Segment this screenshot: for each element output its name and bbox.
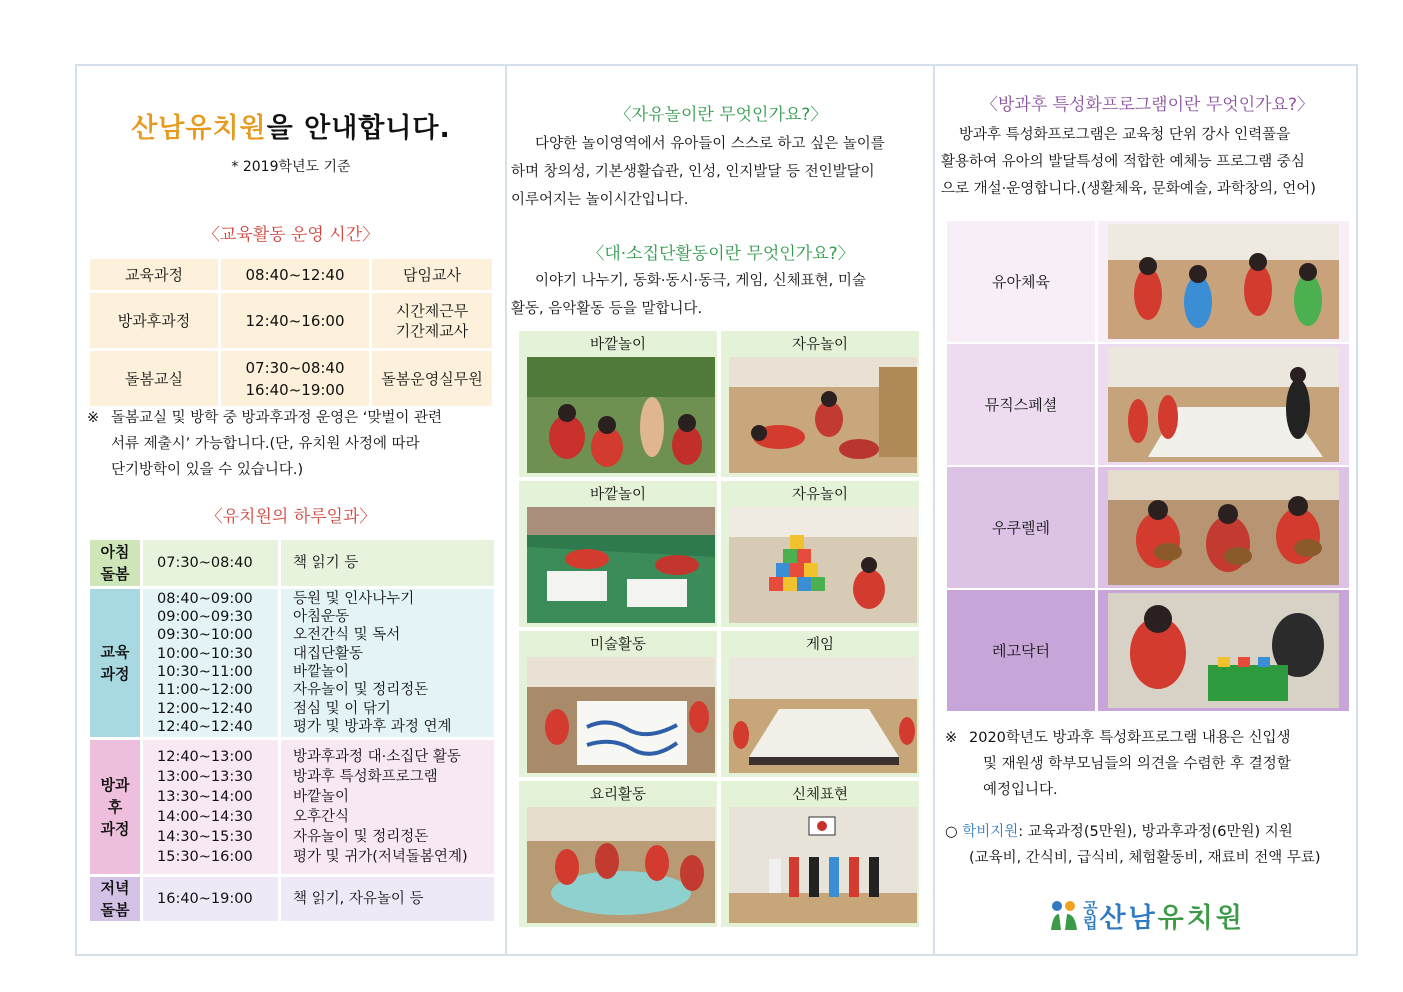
note-line: 돌봄교실 및 방학 중 방과후과정 운영은 ‘맞벌이 관련 xyxy=(111,410,443,426)
photo-caption: 바깥놀이 xyxy=(589,487,647,503)
note-line: 단기방학이 있을 수 있습니다.) xyxy=(111,462,304,478)
note-line: 예정입니다. xyxy=(983,782,1058,798)
hours-time: 12:40~16:00 xyxy=(221,293,369,348)
photo-caption: 바깥놀이 xyxy=(589,337,647,353)
program-photo-cell xyxy=(1098,590,1349,711)
table-row xyxy=(90,351,492,406)
photo-caption: 자유놀이 xyxy=(791,337,849,353)
program-row xyxy=(947,590,1349,711)
photo-card xyxy=(721,631,919,777)
kids-pe-photo xyxy=(1108,224,1339,339)
outdoor-play-photo xyxy=(527,357,715,473)
daily-label: 방과 후 과정 xyxy=(90,740,140,874)
table-row xyxy=(90,293,492,348)
daily-schedule-table xyxy=(87,537,497,924)
photo-card xyxy=(721,481,919,627)
daily-label: 저녁 돌봄 xyxy=(90,877,140,921)
program-row xyxy=(947,344,1349,465)
column-afterschool xyxy=(933,66,1358,954)
program-row xyxy=(947,221,1349,342)
page-title xyxy=(77,106,505,145)
kindergarten-name: 산남유치원 xyxy=(131,113,267,144)
note-line: 및 재원생 학부모님들의 의견을 수렴한 후 결정할 xyxy=(983,756,1291,772)
photo-caption: 자유놀이 xyxy=(791,487,849,503)
photo-card xyxy=(721,781,919,927)
para-line: 활용하여 유아의 발달특성에 적합한 예체능 프로그램 중심 xyxy=(941,154,1305,170)
group-activity-text xyxy=(511,267,929,323)
daily-times: 12:40~13:00 13:00~13:30 13:30~14:00 14:00~14:30 14:30~15:30 15:30~16:00 xyxy=(143,740,278,874)
outdoor-play-photo xyxy=(527,507,715,623)
daily-times: 07:30~08:40 xyxy=(143,540,278,586)
program-photo-cell xyxy=(1098,344,1349,465)
column-activities xyxy=(505,66,933,954)
hours-time: 08:40~12:40 xyxy=(221,259,369,290)
care-note-mark: ※ xyxy=(87,410,100,426)
hours-name: 교육과정 xyxy=(90,259,218,290)
photo-card xyxy=(519,781,717,927)
program-note xyxy=(969,725,1354,803)
photo-card xyxy=(721,331,919,477)
para-line: 이야기 나누기, 동화·동시·동극, 게임, 신체표현, 미술 xyxy=(535,273,866,289)
daily-activities: 책 읽기, 자유놀이 등 xyxy=(281,877,494,921)
photo-caption: 게임 xyxy=(805,637,834,653)
free-play-photo xyxy=(729,357,917,473)
hours-title: 〈교육활동 운영 시간〉 xyxy=(202,225,380,245)
care-note xyxy=(111,405,501,483)
hours-time: 07:30~08:40 16:40~19:00 xyxy=(221,351,369,406)
daily-activities: 등원 및 인사나누기 아침운동 오전간식 및 독서 대집단활동 바깥놀이 자유놀이 및 정리정돈 점심 및 이 닦기 평가 및 방과후 과정 연계 xyxy=(281,589,494,737)
hours-staff: 돌봄운영실무원 xyxy=(372,351,492,406)
afterschool-intro xyxy=(941,122,1351,203)
hours-name: 방과후과정 xyxy=(90,293,218,348)
logo-name: 산남유치원 xyxy=(1099,903,1245,934)
block-play-photo xyxy=(729,507,917,623)
ukulele-photo xyxy=(1108,470,1339,585)
brochure-frame xyxy=(75,64,1358,956)
daily-activities: 방과후과정 대·소집단 활동 방과후 특성화프로그램 바깥놀이 오후간식 자유놀이 및 정리정돈 평가 및 귀가(저녁돌봄연계) xyxy=(281,740,494,874)
tuition-support xyxy=(945,819,1355,871)
program-label: 레고닥터 xyxy=(947,590,1095,711)
children-logo-icon xyxy=(1049,900,1079,932)
title-rest: 을 안내합니다. xyxy=(266,113,451,144)
para-line: 이루어지는 놀이시간입니다. xyxy=(511,192,689,208)
base-year-note: * 2019학년도 기준 xyxy=(231,159,351,175)
art-activity-photo xyxy=(527,657,715,773)
logo-public-label: 공 립 xyxy=(1083,898,1098,932)
hours-name: 돌봄교실 xyxy=(90,351,218,406)
body-expression-photo xyxy=(729,807,917,923)
photo-card xyxy=(519,331,717,477)
game-photo xyxy=(729,657,917,773)
photo-card xyxy=(519,631,717,777)
para-line: 하며 창의성, 기본생활습관, 인성, 인지발달 등 전인발달이 xyxy=(511,164,875,180)
column-intro xyxy=(77,66,505,954)
program-label: 우쿠렐레 xyxy=(947,467,1095,588)
program-row xyxy=(947,467,1349,588)
daily-times: 08:40~09:00 09:00~09:30 09:30~10:00 10:00~10:30 10:30~11:00 11:00~12:00 12:00~12:40 12:40~12:40 xyxy=(143,589,278,737)
para-line: 활동, 음악활동 등을 말합니다. xyxy=(511,301,703,317)
photo-caption: 요리활동 xyxy=(589,787,647,803)
tuition-text: : 교육과정(5만원), 방과후과정(6만원) 지원 xyxy=(1018,824,1293,840)
kindergarten-logo xyxy=(1049,896,1245,935)
table-row xyxy=(90,877,494,921)
para-line: 으로 개설·운영합니다.(생활체육, 문화예술, 과학창의, 언어) xyxy=(941,181,1316,197)
program-label: 뮤직스페셜 xyxy=(947,344,1095,465)
group-activity-title: 〈대·소집단활동이란 무엇인가요?〉 xyxy=(587,244,855,264)
lego-doctor-photo xyxy=(1108,593,1339,708)
table-row xyxy=(90,589,494,737)
table-row xyxy=(90,540,494,586)
tuition-label: 학비지원 xyxy=(962,824,1019,840)
tuition-detail: (교육비, 간식비, 급식비, 체험활동비, 재료비 전액 무료) xyxy=(969,850,1321,866)
tuition-mark: ○ xyxy=(945,824,958,840)
program-label: 유아체육 xyxy=(947,221,1095,342)
hours-staff: 담임교사 xyxy=(372,259,492,290)
daily-label: 교육 과정 xyxy=(90,589,140,737)
table-row xyxy=(90,740,494,874)
hours-table xyxy=(87,256,495,409)
daily-times: 16:40~19:00 xyxy=(143,877,278,921)
free-play-text xyxy=(511,130,929,214)
note-line: 2020학년도 방과후 특성화프로그램 내용은 신입생 xyxy=(969,730,1291,746)
daily-title: 〈유치원의 하루일과〉 xyxy=(205,507,377,527)
note-line: 서류 제출시’ 가능합니다.(단, 유치원 사정에 따라 xyxy=(111,436,420,452)
program-photo-cell xyxy=(1098,221,1349,342)
table-row xyxy=(90,259,492,290)
afterschool-title: 〈방과후 특성화프로그램이란 무엇인가요?〉 xyxy=(980,95,1314,115)
daily-label: 아침 돌봄 xyxy=(90,540,140,586)
cooking-activity-photo xyxy=(527,807,715,923)
music-special-photo xyxy=(1108,347,1339,462)
program-photo-cell xyxy=(1098,467,1349,588)
daily-activities: 책 읽기 등 xyxy=(281,540,494,586)
photo-caption: 신체표현 xyxy=(791,787,849,803)
para-line: 방과후 특성화프로그램은 교육청 단위 강사 인력풀을 xyxy=(959,127,1291,143)
hours-staff: 시간제근무 기간제교사 xyxy=(372,293,492,348)
para-line: 다양한 놀이영역에서 유아들이 스스로 하고 싶은 놀이를 xyxy=(535,136,885,152)
photo-card xyxy=(519,481,717,627)
free-play-title: 〈자유놀이란 무엇인가요?〉 xyxy=(614,105,828,125)
program-note-mark: ※ xyxy=(945,730,958,746)
photo-caption: 미술활동 xyxy=(589,637,647,653)
